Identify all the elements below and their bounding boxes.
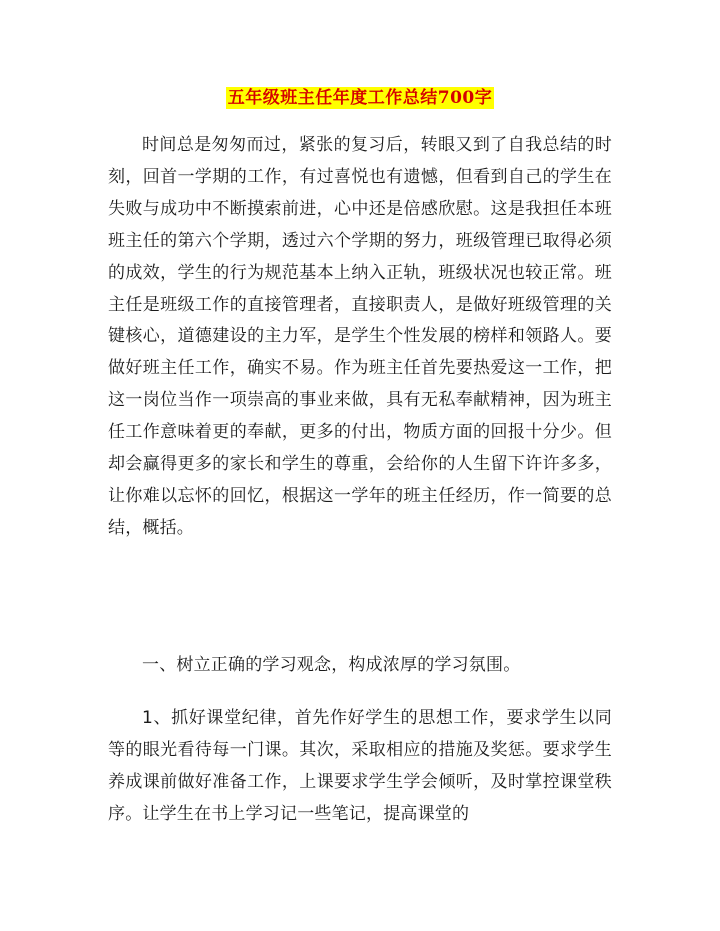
- section-heading-1: 一、树立正确的学习观念，构成浓厚的学习氛围。: [142, 655, 521, 675]
- title-container: [0, 87, 720, 109]
- paragraph-item-1: 1、抓好课堂纪律，首先作好学生的思想工作，要求学生以同等的眼光看待每一门课。其次，采取相应的措施及奖惩。要求学生养成课前做好准备工作，上课要求学生学会倾听，及时掌控课堂秩序。让学生在书上学习记一些笔记，提高课堂的: [108, 708, 612, 824]
- document-title: 五年级班主任年度工作总结700字: [227, 88, 493, 108]
- paragraph-intro: 时间总是匆匆而过，紧张的复习后，转眼又到了自我总结的时刻，回首一学期的工作，有过喜悦也有遗憾，但看到自己的学生在失败与成功中不断摸索前进，心中还是倍感欣慰。这是我担任本班班主任的第六个学期，透过六个学期的努力，班级管理已取得必须的成效，学生的行为规范基本上纳入正轨，班级状况也较正常。班主任是班级工作的直接管理者，直接职责人，是做好班级管理的关键核心，道德建设的主力军，是学生个性发展的榜样和领路人。要做好班主任工作，确实不易。作为班主任首先要热爱这一工作，把这一岗位当作一项崇高的事业来做，具有无私奉献精神，因为班主任工作意味着更的奉献，更多的付出，物质方面的回报十分少。但却会赢得更多的家长和学生的尊重，会给你的人生留下许许多多，让你难以忘怀的回忆，根据这一学年的班主任经历，作一简要的总结，概括。: [108, 135, 612, 538]
